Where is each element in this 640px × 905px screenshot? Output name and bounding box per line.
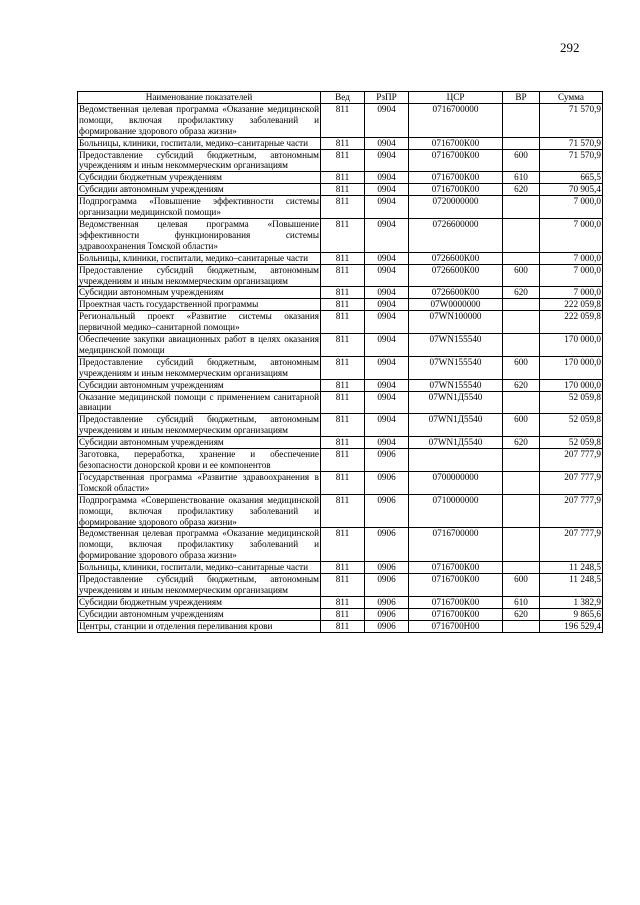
table-row [78, 528, 603, 562]
cell-rzpr: 0904 [365, 334, 409, 357]
cell-csr: 07WN1Д5540 [409, 414, 503, 437]
table-row [78, 414, 603, 437]
cell-rzpr: 0906 [365, 596, 409, 608]
cell-csr: 0726600000 [409, 218, 503, 252]
cell-name: Центры, станции и отделения переливания крови [78, 620, 321, 632]
cell-vr: 610 [503, 596, 540, 608]
cell-name: Ведомственная целевая программа «Оказание медицинской помощи, включая профилактику заболеваний и формирование здорового образа жизни» [79, 103, 319, 136]
cell-name: Оказание медицинской помощи с применением санитарной авиации [79, 391, 319, 413]
cell-ved: 811 [321, 620, 365, 632]
cell-name: Предоставление субсидий бюджетным, автономным учреждениям и иным некоммерческим организациям [79, 264, 319, 286]
table-row [78, 356, 603, 379]
cell-sum: 70 905,4 [540, 184, 603, 196]
cell-rzpr: 0904 [365, 356, 409, 379]
cell-csr: 07WN155540 [409, 356, 503, 379]
cell-csr: 0716700000 [409, 528, 503, 562]
cell-vr: 620 [503, 287, 540, 299]
cell-name: Ведомственная целевая программа «Оказание медицинской помощи, включая профилактику заболеваний и формирование здорового образа жизни» [79, 528, 319, 561]
cell-sum: 222 059,8 [540, 299, 603, 311]
header-sum: Сумма [540, 92, 603, 104]
cell-rzpr: 0906 [365, 620, 409, 632]
table-row [78, 379, 603, 391]
cell-name: Субсидии автономным учреждениям [78, 379, 321, 391]
cell-vr: 600 [503, 356, 540, 379]
cell-csr: 0716700К00 [409, 184, 503, 196]
cell-csr: 07WN1Д5540 [409, 391, 503, 414]
table-row [78, 334, 603, 357]
header-ved: Вед [321, 92, 365, 104]
cell-rzpr: 0904 [365, 391, 409, 414]
cell-sum: 665,5 [540, 172, 603, 184]
cell-sum: 207 777,9 [540, 449, 603, 472]
cell-rzpr: 0904 [365, 264, 409, 287]
cell-name: Ведомственная целевая программа «Повышение эффективности функционирования системы здравоохранения Томской области» [79, 218, 319, 251]
header-vr: ВР [503, 92, 540, 104]
cell-name: Государственная программа «Развитие здравоохранения в Томской области» [79, 471, 319, 493]
cell-csr: 0716700К00 [409, 608, 503, 620]
cell-name: Предоставление субсидий бюджетным, автономным учреждениям и иным некоммерческим организациям [79, 414, 319, 436]
cell-sum: 11 248,5 [540, 562, 603, 574]
table-row [78, 391, 603, 414]
cell-name: Субсидии бюджетным учреждениям [78, 172, 321, 184]
table-row [78, 608, 603, 620]
cell-vr: 620 [503, 437, 540, 449]
cell-rzpr: 0904 [365, 149, 409, 172]
cell-ved: 811 [321, 311, 365, 334]
cell-sum: 7 000,0 [540, 196, 603, 219]
cell-ved: 811 [321, 172, 365, 184]
cell-rzpr: 0906 [365, 562, 409, 574]
cell-name: Региональный проект «Развитие системы оказания первичной медико–санитарной помощи» [79, 311, 319, 333]
cell-vr: 600 [503, 574, 540, 597]
cell-name: Субсидии автономным учреждениям [78, 287, 321, 299]
cell-sum: 170 000,0 [540, 379, 603, 391]
cell-vr: 600 [503, 414, 540, 437]
table-row [78, 562, 603, 574]
cell-name: Подпрограмма «Повышение эффективности системы организации медицинской помощи» [79, 196, 319, 218]
cell-name: Субсидии автономным учреждениям [78, 184, 321, 196]
table-row [78, 620, 603, 632]
cell-sum: 52 059,8 [540, 414, 603, 437]
cell-sum: 7 000,0 [540, 264, 603, 287]
cell-rzpr: 0906 [365, 574, 409, 597]
table-row [78, 311, 603, 334]
cell-rzpr: 0904 [365, 299, 409, 311]
cell-rzpr: 0904 [365, 172, 409, 184]
cell-vr [503, 196, 540, 219]
cell-sum: 196 529,4 [540, 620, 603, 632]
cell-ved: 811 [321, 562, 365, 574]
cell-name: Субсидии автономным учреждениям [78, 437, 321, 449]
cell-rzpr: 0906 [365, 528, 409, 562]
cell-ved: 811 [321, 391, 365, 414]
cell-rzpr: 0904 [365, 196, 409, 219]
cell-rzpr: 0904 [365, 379, 409, 391]
cell-rzpr: 0906 [365, 494, 409, 528]
cell-csr: 0726600К00 [409, 287, 503, 299]
cell-ved: 811 [321, 149, 365, 172]
cell-rzpr: 0906 [365, 449, 409, 472]
cell-vr [503, 620, 540, 632]
cell-ved: 811 [321, 299, 365, 311]
cell-ved: 811 [321, 437, 365, 449]
cell-ved: 811 [321, 252, 365, 264]
table-row [78, 149, 603, 172]
table-row [78, 437, 603, 449]
table-row [78, 172, 603, 184]
table-row [78, 299, 603, 311]
cell-csr: 0716700К00 [409, 596, 503, 608]
table-row [78, 218, 603, 252]
cell-vr: 600 [503, 149, 540, 172]
cell-sum: 207 777,9 [540, 494, 603, 528]
cell-csr: 0726600К00 [409, 264, 503, 287]
cell-sum: 71 570,9 [540, 137, 603, 149]
cell-name: Больницы, клиники, госпитали, медико–санитарные части [78, 137, 321, 149]
cell-name: Проектная часть государственной программы [78, 299, 321, 311]
cell-csr: 0716700К00 [409, 149, 503, 172]
cell-csr: 0716700К00 [409, 137, 503, 149]
cell-ved: 811 [321, 449, 365, 472]
cell-vr [503, 449, 540, 472]
cell-csr: 07WN1Д5540 [409, 437, 503, 449]
cell-ved: 811 [321, 608, 365, 620]
table-body [78, 103, 603, 632]
cell-sum: 9 865,6 [540, 608, 603, 620]
cell-rzpr: 0904 [365, 252, 409, 264]
table-row [78, 264, 603, 287]
cell-ved: 811 [321, 334, 365, 357]
cell-ved: 811 [321, 103, 365, 137]
table-header-row [78, 92, 603, 104]
cell-vr [503, 252, 540, 264]
cell-sum: 71 570,9 [540, 149, 603, 172]
cell-vr [503, 299, 540, 311]
cell-vr: 620 [503, 608, 540, 620]
cell-csr: 0716700000 [409, 103, 503, 137]
cell-vr: 600 [503, 264, 540, 287]
cell-vr: 610 [503, 172, 540, 184]
header-csr: ЦСР [409, 92, 503, 104]
page-number: 292 [560, 40, 580, 55]
cell-vr [503, 528, 540, 562]
cell-csr: 07WN155540 [409, 379, 503, 391]
cell-name: Предоставление субсидий бюджетным, автономным учреждениям и иным некоммерческим организациям [79, 149, 319, 171]
table-row [78, 449, 603, 472]
table-row [78, 471, 603, 494]
cell-name: Предоставление субсидий бюджетным, автономным учреждениям и иным некоммерческим организациям [79, 356, 319, 378]
cell-ved: 811 [321, 137, 365, 149]
cell-vr [503, 494, 540, 528]
cell-sum: 52 059,8 [540, 437, 603, 449]
cell-sum: 7 000,0 [540, 218, 603, 252]
cell-vr [503, 103, 540, 137]
cell-vr [503, 137, 540, 149]
cell-csr: 0716700К00 [409, 172, 503, 184]
cell-sum: 222 059,8 [540, 311, 603, 334]
table-row [78, 574, 603, 597]
cell-vr [503, 562, 540, 574]
table-row [78, 184, 603, 196]
cell-rzpr: 0906 [365, 608, 409, 620]
table-row [78, 137, 603, 149]
cell-rzpr: 0904 [365, 218, 409, 252]
cell-vr: 620 [503, 184, 540, 196]
cell-rzpr: 0904 [365, 103, 409, 137]
cell-name: Субсидии автономным учреждениям [78, 608, 321, 620]
cell-name: Заготовка, переработка, хранение и обеспечение безопасности донорской крови и ее компонентов [79, 449, 319, 470]
cell-ved: 811 [321, 184, 365, 196]
cell-ved: 811 [321, 287, 365, 299]
table-row [78, 103, 603, 137]
table-row [78, 196, 603, 219]
cell-ved: 811 [321, 494, 365, 528]
cell-ved: 811 [321, 356, 365, 379]
cell-vr: 620 [503, 379, 540, 391]
budget-table [77, 91, 603, 633]
cell-sum: 170 000,0 [540, 356, 603, 379]
cell-vr [503, 391, 540, 414]
cell-sum: 1 382,9 [540, 596, 603, 608]
cell-name: Больницы, клиники, госпитали, медико–санитарные части [78, 252, 321, 264]
cell-csr: 0716700Н00 [409, 620, 503, 632]
cell-csr [409, 449, 503, 472]
table-row [78, 494, 603, 528]
cell-sum: 71 570,9 [540, 103, 603, 137]
cell-vr [503, 218, 540, 252]
cell-ved: 811 [321, 574, 365, 597]
table-row [78, 287, 603, 299]
cell-vr [503, 311, 540, 334]
cell-csr: 0720000000 [409, 196, 503, 219]
cell-name: Обеспечение закупки авиационных работ в целях оказания медицинской помощи [79, 334, 319, 355]
cell-ved: 811 [321, 528, 365, 562]
cell-ved: 811 [321, 379, 365, 391]
cell-sum: 207 777,9 [540, 528, 603, 562]
cell-rzpr: 0904 [365, 184, 409, 196]
cell-csr: 07WN155540 [409, 334, 503, 357]
cell-rzpr: 0904 [365, 311, 409, 334]
cell-vr [503, 334, 540, 357]
cell-ved: 811 [321, 264, 365, 287]
cell-rzpr: 0904 [365, 137, 409, 149]
cell-csr: 0716700К00 [409, 562, 503, 574]
header-name: Наименование показателей [78, 92, 321, 104]
cell-rzpr: 0904 [365, 414, 409, 437]
cell-ved: 811 [321, 414, 365, 437]
cell-ved: 811 [321, 596, 365, 608]
cell-csr: 0700000000 [409, 471, 503, 494]
cell-sum: 7 000,0 [540, 252, 603, 264]
cell-ved: 811 [321, 218, 365, 252]
cell-ved: 811 [321, 196, 365, 219]
cell-sum: 52 059,8 [540, 391, 603, 414]
cell-name: Предоставление субсидий бюджетным, автономным учреждениям и иным некоммерческим организациям [79, 574, 319, 595]
cell-name: Подпрограмма «Совершенствование оказания медицинской помощи, включая профилактику заболеваний и формирование здорового образа жизни» [79, 494, 319, 527]
cell-csr: 0716700К00 [409, 574, 503, 597]
table-row [78, 252, 603, 264]
header-rzpr: РзПР [365, 92, 409, 104]
cell-rzpr: 0904 [365, 437, 409, 449]
cell-csr: 0726600К00 [409, 252, 503, 264]
cell-rzpr: 0904 [365, 287, 409, 299]
cell-sum: 11 248,5 [540, 574, 603, 597]
table-row [78, 596, 603, 608]
cell-sum: 7 000,0 [540, 287, 603, 299]
cell-csr: 07WN100000 [409, 311, 503, 334]
cell-sum: 170 000,0 [540, 334, 603, 357]
cell-csr: 0710000000 [409, 494, 503, 528]
cell-ved: 811 [321, 471, 365, 494]
cell-name: Субсидии бюджетным учреждениям [78, 596, 321, 608]
cell-csr: 07W0000000 [409, 299, 503, 311]
cell-rzpr: 0906 [365, 471, 409, 494]
cell-name: Больницы, клиники, госпитали, медико–санитарные части [78, 562, 321, 574]
cell-sum: 207 777,9 [540, 471, 603, 494]
cell-vr [503, 471, 540, 494]
